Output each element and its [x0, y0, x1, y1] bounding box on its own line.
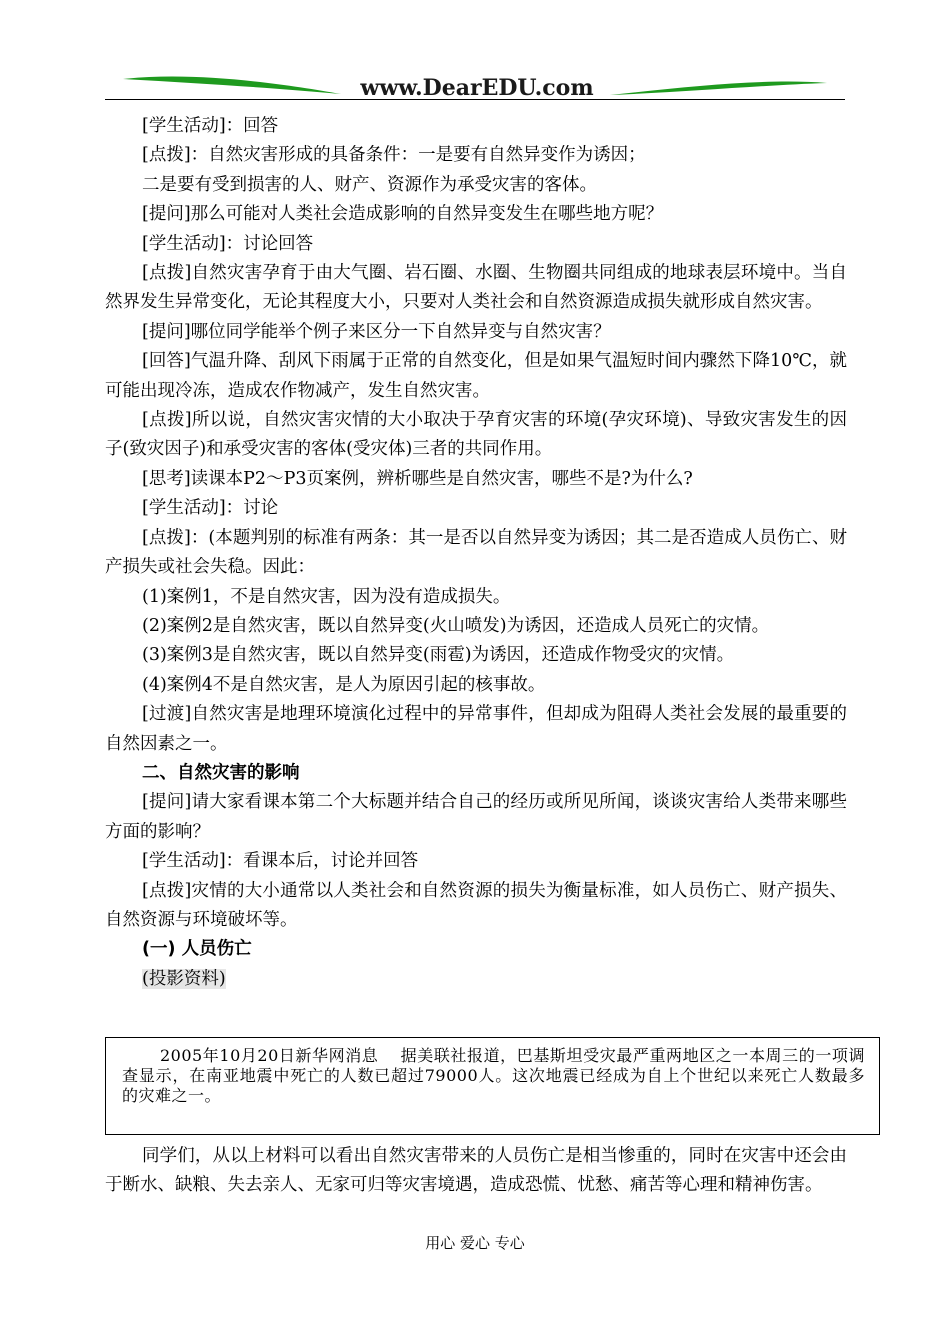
paragraph: (1)案例1，不是自然灾害，因为没有造成损失。 — [142, 586, 511, 607]
closing-content — [105, 1142, 847, 1201]
paragraph: [点拨]：(本题判别的标准有两条：其一是否以自然异变为诱因；其二是否造成人员伤亡、财产损失或社会失稳。因此： — [105, 527, 847, 578]
paragraph: [回答]气温升降、刮风下雨属于正常的自然变化，但是如果气温短时间内骤然下降10℃，就可能出现冷冻，造成农作物减产，发生自然灾害。 — [105, 351, 847, 401]
page-footer: 用心 爱心 专心 — [425, 1234, 525, 1252]
paragraph: (3)案例3是自然灾害，既以自然异变(雨雹)为诱因，还造成作物受灾的灾情。 — [142, 645, 735, 666]
paragraph: 二是要有受到损害的人、财产、资源作为承受灾害的客体。 — [142, 174, 597, 195]
paragraph: [点拨]：自然灾害形成的具备条件：一是要有自然异变作为诱因； — [142, 145, 646, 166]
paragraph: [学生活动]：回答 — [142, 116, 279, 136]
header-divider — [105, 99, 845, 100]
section-heading: 二、自然灾害的影响 — [142, 762, 300, 783]
dearedu-logo — [105, 70, 845, 102]
paragraph: (2)案例2是自然灾害，既以自然异变(火山喷发)为诱因，还造成人员死亡的灾情。 — [142, 615, 770, 636]
page-header — [105, 70, 845, 104]
paragraph: [学生活动]：讨论 — [142, 498, 279, 519]
paragraph: [提问]请大家看课本第二个大标题并结合自己的经历或所见所闻，谈谈灾害给人类带来哪些方面的影响？ — [105, 792, 847, 842]
closing-paragraph: 同学们，从以上材料可以看出自然灾害带来的人员伤亡是相当惨重的，同时在灾害中还会由于断水、缺粮、失去亲人、无家可归等灾害境遇，造成恐慌、忧愁、痛苦等心理和精神伤害。 — [105, 1146, 847, 1196]
paragraph: [学生活动]：讨论回答 — [142, 233, 314, 254]
projection-line — [105, 965, 847, 994]
paragraph: [点拨]所以说，自然灾害灾情的大小取决于孕育灾害的环境(孕灾环境)、导致灾害发生的因子(致灾因子)和承受灾害的客体(受灾体)三者的共同作用。 — [105, 410, 847, 460]
paragraph: [点拨]自然灾害孕育于由大气圈、岩石圈、水圈、生物圈共同组成的地球表层环境中。当自然界发生异常变化，无论其程度大小，只要对人类社会和自然资源造成损失就形成自然灾害。 — [105, 263, 847, 313]
right-swoosh — [610, 82, 827, 95]
paragraph: [过渡]自然灾害是地理环境演化过程中的异常事件，但却成为阻碍人类社会发展的最重要的自然因素之一。 — [105, 704, 847, 754]
subheading: (一) 人员伤亡 — [142, 939, 252, 960]
paragraph: [提问]那么可能对人类社会造成影响的自然异变发生在哪些地方呢？ — [142, 204, 664, 225]
paragraph: [思考]读课本P2～P3页案例，辨析哪些是自然灾害，哪些不是?为什么? — [142, 468, 693, 489]
logo-text: www.DearEDU.com — [360, 75, 594, 101]
left-swoosh — [123, 77, 341, 94]
projection-label: (投影资料) — [142, 968, 226, 989]
news-quote-box: 2005年10月20日新华网消息 据美联社报道，巴基斯坦受灾最严重两地区之一本周三的一项调查显示，在南亚地震中死亡的人数已超过79000人。这次地震已经成为自上个世纪以来死亡人数最多的灾难之一。 — [105, 1037, 880, 1135]
paragraph: [提问]哪位同学能举个例子来区分一下自然异变与自然灾害？ — [142, 321, 611, 342]
paragraph: (4)案例4不是自然灾害，是人为原因引起的核事故。 — [142, 674, 546, 695]
lesson-content — [105, 112, 847, 994]
paragraph: [学生活动]：看课本后，讨论并回答 — [142, 851, 419, 872]
paragraph: [点拨]灾情的大小通常以人类社会和自然资源的损失为衡量标准，如人员伤亡、财产损失、自然资源与环境破坏等。 — [105, 880, 847, 930]
